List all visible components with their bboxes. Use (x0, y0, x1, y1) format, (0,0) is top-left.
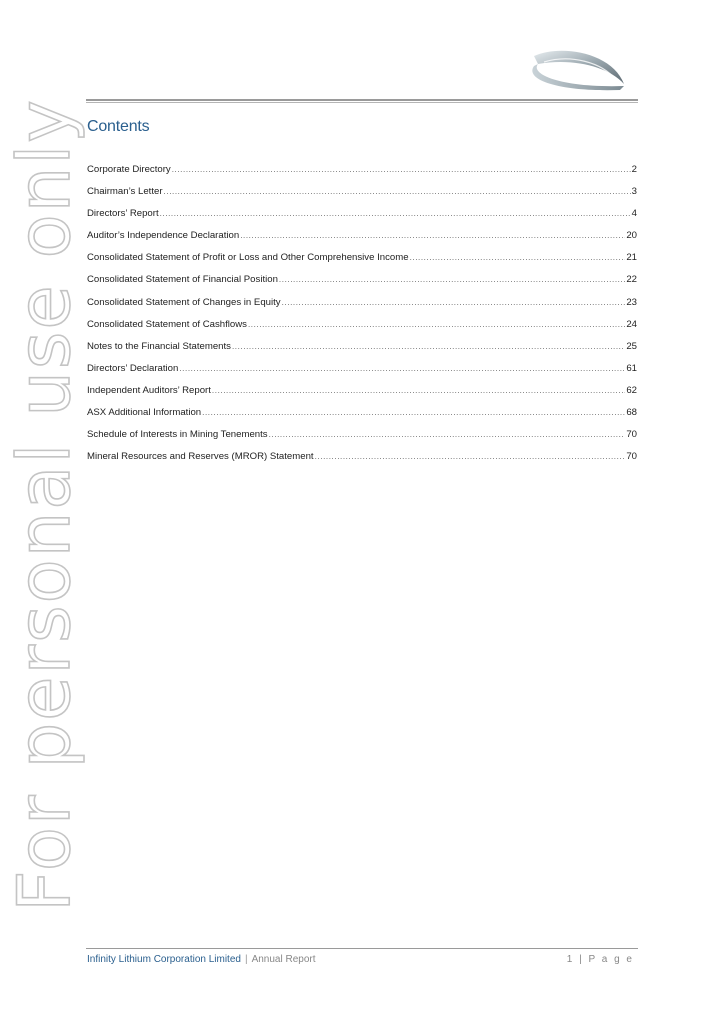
header-rule (86, 99, 638, 101)
toc-entry-page: 25 (626, 340, 637, 352)
toc-entry-title: Directors’ Report (87, 208, 159, 220)
toc-entry-title: Consolidated Statement of Financial Position (87, 274, 278, 286)
toc-leader-dots (279, 275, 625, 284)
footer-separator: | (244, 954, 248, 965)
toc-leader-dots (315, 452, 626, 461)
footer-report-label: Annual Report (251, 954, 316, 965)
toc-entry-title: Mineral Resources and Reserves (MROR) Statement (87, 451, 314, 463)
footer-rule (86, 948, 638, 949)
toc-leader-dots (410, 253, 626, 262)
toc-entry-title: Schedule of Interests in Mining Tenements (87, 429, 268, 441)
toc-leader-dots (212, 386, 625, 395)
toc-entry-page: 62 (626, 384, 637, 396)
toc-entry[interactable] (87, 297, 637, 319)
footer-left (87, 954, 316, 965)
toc-entry-page: 24 (626, 318, 637, 330)
toc-entry-page: 61 (626, 362, 637, 374)
toc-leader-dots (164, 187, 631, 196)
toc-leader-dots (202, 408, 625, 417)
toc-entry[interactable] (87, 407, 637, 429)
toc-entry[interactable] (87, 274, 637, 296)
toc-entry-title: Directors’ Declaration (87, 362, 179, 374)
toc-leader-dots (160, 209, 631, 218)
toc-entry-title: Chairman’s Letter (87, 186, 163, 198)
toc-entry-page: 2 (631, 164, 637, 175)
toc-entry-title: Independent Auditors’ Report (87, 384, 211, 396)
toc-entry-title: Consolidated Statement of Cashflows (87, 318, 247, 330)
toc-entry[interactable] (87, 319, 637, 341)
toc-entry[interactable] (87, 341, 637, 363)
toc-entry-page: 21 (626, 252, 637, 264)
toc-entry[interactable] (87, 208, 637, 230)
toc-entry[interactable] (87, 164, 637, 186)
toc-leader-dots (232, 342, 625, 351)
footer-page-number: 1 | P a g e (566, 954, 634, 965)
toc-entry[interactable] (87, 451, 637, 473)
toc-entry[interactable] (87, 363, 637, 385)
watermark: For personal use only (2, 98, 86, 912)
toc-leader-dots (240, 231, 625, 240)
toc-leader-dots (172, 165, 631, 174)
toc-entry-page: 4 (631, 208, 637, 220)
toc-entry-page: 68 (626, 407, 637, 419)
toc-entry-page: 70 (626, 429, 637, 441)
toc-leader-dots (282, 298, 626, 307)
company-logo-icon (520, 44, 630, 94)
footer-company-name: Infinity Lithium Corporation Limited (87, 954, 241, 965)
toc-entry[interactable] (87, 230, 637, 252)
toc-entry-title: Corporate Directory (87, 164, 171, 175)
header-rule-thin (86, 102, 638, 103)
toc-entry-page: 3 (631, 186, 637, 198)
toc-leader-dots (269, 430, 626, 439)
toc-entry-page: 22 (626, 274, 637, 286)
toc-leader-dots (248, 320, 625, 329)
contents-heading: Contents (87, 118, 150, 135)
toc-entry-page: 23 (626, 296, 637, 308)
toc-entry[interactable] (87, 252, 637, 274)
toc-entry-title: Auditor’s Independence Declaration (87, 230, 240, 242)
toc-entry[interactable] (87, 429, 637, 451)
toc-entry-page: 70 (626, 451, 637, 463)
table-of-contents (87, 164, 637, 473)
toc-entry-title: ASX Additional Information (87, 407, 202, 419)
toc-entry[interactable] (87, 385, 637, 407)
toc-entry-title: Notes to the Financial Statements (87, 340, 231, 352)
toc-leader-dots (179, 364, 625, 373)
toc-entry-title: Consolidated Statement of Changes in Equity (87, 296, 281, 308)
toc-entry-page: 20 (626, 230, 637, 242)
toc-entry-title: Consolidated Statement of Profit or Loss and Other Comprehensive Income (87, 252, 409, 264)
toc-entry[interactable] (87, 186, 637, 208)
